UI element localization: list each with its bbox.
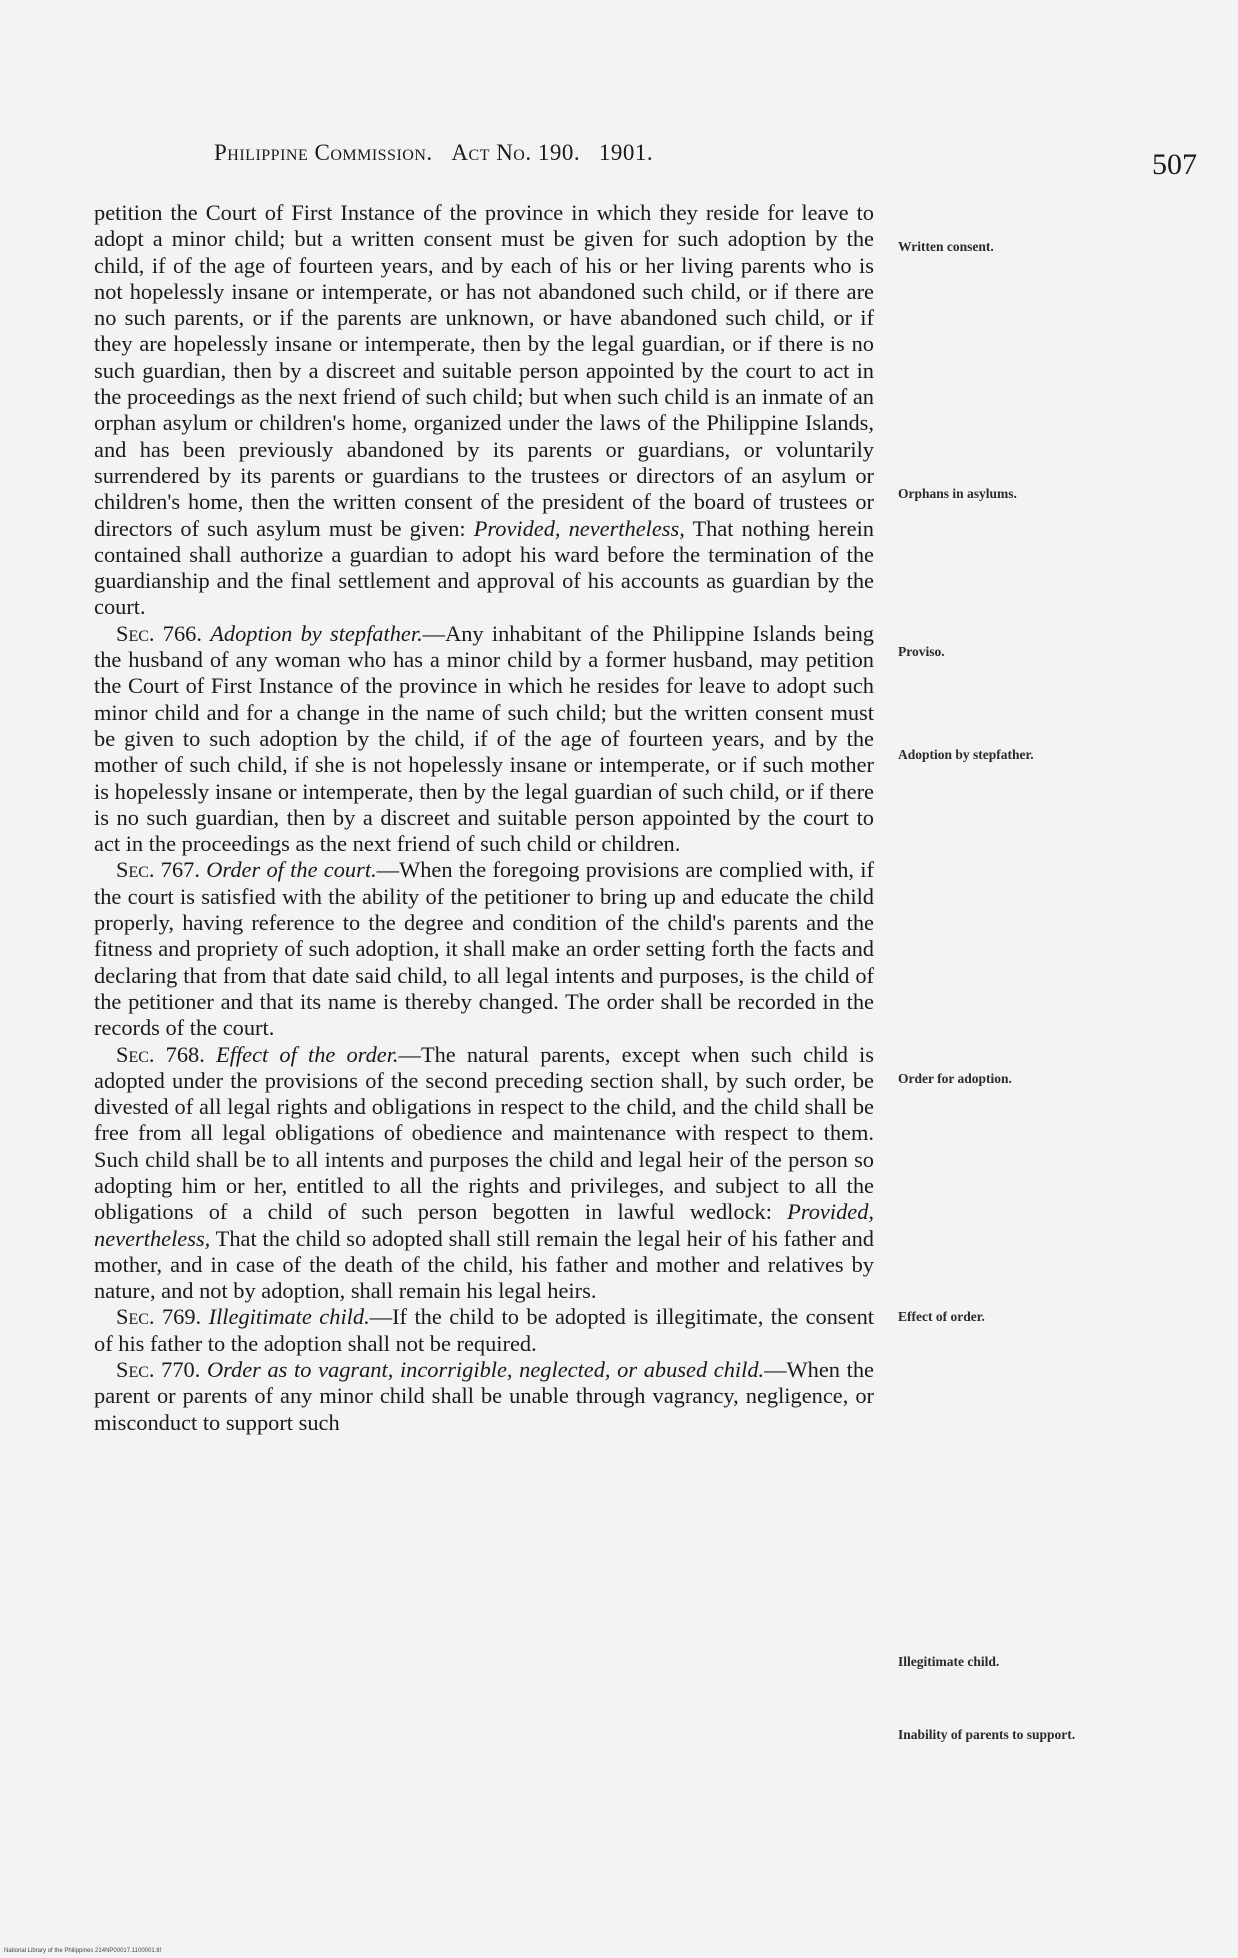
margin-note-effect-order: Effect of order. — [898, 1309, 985, 1324]
margin-note-orphans: Orphans in asylums. — [898, 486, 1017, 501]
body-text — [94, 200, 874, 1436]
continuation-paragraph — [94, 200, 874, 621]
margin-note-illegitimate: Illegitimate child. — [898, 1654, 1000, 1669]
section-770 — [94, 1357, 874, 1436]
section-proviso: Provided, nevertheless, — [94, 1199, 874, 1251]
section-title: Illegitimate child. — [208, 1304, 370, 1330]
margin-note-inability: Inability of parents to support. — [898, 1727, 1076, 1742]
section-769 — [94, 1304, 874, 1357]
header-commission: Philippine Commission. — [214, 140, 433, 165]
section-title: Adoption by stepfather. — [210, 620, 423, 646]
section-767 — [94, 857, 874, 1041]
header-year: 1901. — [598, 140, 654, 165]
section-number: Sec. 769. — [116, 1304, 202, 1330]
section-number: Sec. 768. — [116, 1041, 205, 1067]
section-text: —If the child to be adopted is illegitimate, the consent of his father to the adoption shall not be required. — [94, 1304, 874, 1356]
section-text: —Any inhabitant of the Philippine Islands being the husband of any woman who has a minor child by a former husband, may petition the Court of First Instance of the province in which he resides for leave to adopt such minor child and for a change in the name of such child; but the written consent must be given to such adoption by the child, if of the age of fourteen years, and by the mother of such child, if she is not hopelessly insane or intemperate, or if such mother is hopelessly insane or intemperate, then by the legal guardian of such child, or if there is no such guardian, then by a discreet and suitable person appointed by the court to act in the proceedings as the next friend of such child or children. — [94, 620, 875, 857]
continuation-proviso: Provided, nevertheless, — [473, 515, 685, 541]
section-number: Sec. 766. — [116, 620, 202, 646]
page-number: 507 — [1152, 148, 1197, 181]
section-text: —The natural parents, except when such child is adopted under the provisions of the second preceding section shall, by such order, be divested of all legal rights and obligations in respect to the child, and the child shall be free from all legal obligations of obedience and maintenance with respect to them. Such child shall be to all intents and purposes the child and legal heir of the person so adopting him or her, entitled to all the rights and privileges, and subject to all the obligations of a child of such person begotten in lawful wedlock: — [94, 1041, 874, 1225]
section-title: Order as to vagrant, incorrigible, neglected, or abused child. — [206, 1357, 765, 1383]
continuation-end: That nothing herein contained shall authorize a guardian to adopt his ward before the termination of the guardianship and the final settlement and approval of his accounts as guardian by the court. — [94, 515, 874, 620]
section-text-end: That the child so adopted shall still remain the legal heir of his father and mother, and in case of the death of the child, his father and mother and relatives by nature, and not by adoption, shall remain his legal heirs. — [94, 1225, 874, 1304]
running-header — [214, 140, 774, 166]
section-number: Sec. 770. — [116, 1357, 201, 1383]
section-768 — [94, 1042, 874, 1305]
header-act: Act No. 190. — [451, 140, 581, 165]
scan-footer: National Library of the Philippines 214NP00017.1100001.tif — [4, 1948, 161, 1954]
margin-note-stepfather: Adoption by stepfather. — [898, 747, 1034, 762]
section-number: Sec. 767. — [116, 857, 200, 883]
section-title: Order of the court. — [206, 857, 377, 883]
margin-note-proviso: Proviso. — [898, 644, 945, 659]
margin-note-order-adoption: Order for adoption. — [898, 1071, 1012, 1086]
section-text: —When the foregoing provisions are complied with, if the court is satisfied with the ability of the petitioner to bring up and educate the child properly, having reference to the degree and condition of the child's parents and the fitness and propriety of such adoption, it shall make an order setting forth the facts and declaring that from that date said child, to all legal intents and purposes, is the child of the petitioner and that its name is thereby changed. The order shall be recorded in the records of the court. — [94, 857, 874, 1041]
section-766 — [94, 621, 874, 858]
section-text: —When the parent or parents of any minor child shall be unable through vagrancy, negligence, or misconduct to support such — [94, 1357, 874, 1435]
continuation-text: petition the Court of First Instance of the province in which they reside for leave to adopt a minor child; but a written consent must be given for such adoption by the child, if of the age of fourteen years, and by each of his or her living parents who is not hopelessly insane or intemperate, or has not abandoned such child, or if there are no such parents, or if the parents are unknown, or have abandoned such child, or if they are hopelessly insane or intemperate, then by the legal guardian, or if there is no such guardian, then by a discreet and suitable person appointed by the court to act in the proceedings as the next friend of such child; but when such child is an inmate of an orphan asylum or children's home, organized under the laws of the Philippine Islands, and has been previously abandoned by its parents or guardians, or voluntarily surrendered by its parents or guardians to the trustees or directors of an asylum or children's home, then the written consent of the president of the board of trustees or directors of such asylum must be given: — [94, 200, 874, 541]
section-title: Effect of the order. — [216, 1041, 399, 1067]
margin-note-written-consent: Written consent. — [898, 239, 994, 254]
